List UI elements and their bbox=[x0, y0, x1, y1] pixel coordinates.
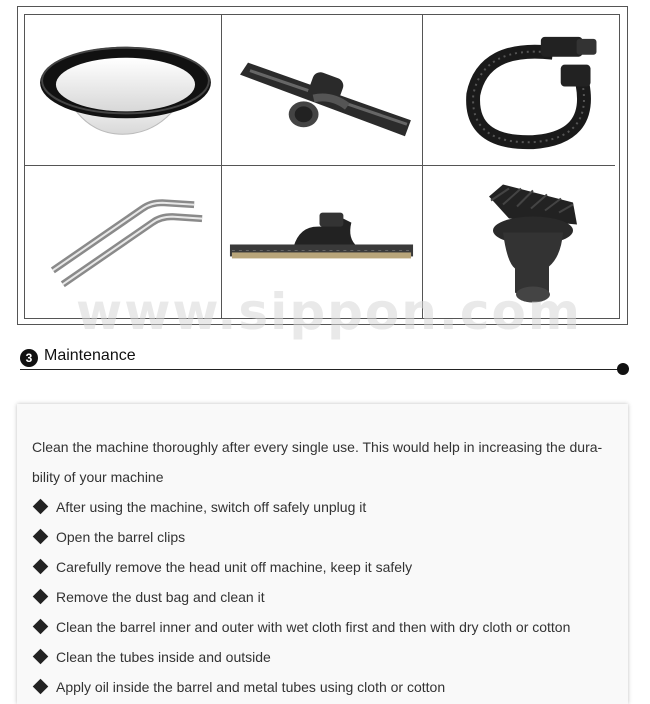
step-text: Carefully remove the head unit off machine, keep it safely bbox=[56, 559, 413, 575]
diamond-bullet-icon bbox=[33, 499, 49, 515]
accessory-grid-frame bbox=[17, 6, 628, 325]
section-rule bbox=[20, 369, 620, 370]
maintenance-steps bbox=[33, 492, 570, 702]
maintenance-step bbox=[33, 672, 570, 702]
accessory-grid bbox=[24, 14, 620, 319]
diamond-bullet-icon bbox=[33, 529, 49, 545]
diamond-bullet-icon bbox=[33, 619, 49, 635]
floor-squeegee-image bbox=[222, 15, 422, 165]
maintenance-step bbox=[33, 612, 570, 642]
cell-metal-tubes bbox=[25, 166, 222, 318]
cell-filter-bag bbox=[25, 15, 222, 166]
filter-bag-image bbox=[25, 15, 221, 165]
step-text: After using the machine, switch off safely unplug it bbox=[56, 499, 367, 515]
diamond-bullet-icon bbox=[33, 679, 49, 695]
diamond-bullet-icon bbox=[33, 559, 49, 575]
step-text: Clean the barrel inner and outer with wet cloth first and then with dry cloth or cotton bbox=[56, 619, 571, 635]
flexible-hose-image bbox=[423, 15, 615, 165]
diamond-bullet-icon bbox=[33, 649, 49, 665]
cell-floor-nozzle bbox=[222, 166, 423, 318]
step-text: Clean the tubes inside and outside bbox=[56, 649, 271, 665]
section-number-badge: 3 bbox=[20, 349, 38, 367]
maintenance-step bbox=[33, 522, 570, 552]
step-text: Open the barrel clips bbox=[56, 529, 186, 545]
dust-brush-image bbox=[423, 166, 615, 318]
maintenance-step bbox=[33, 552, 570, 582]
maintenance-intro: Clean the machine thoroughly after every single use. This would help in increasing the dura-bility of your machine bbox=[32, 439, 603, 485]
section-heading bbox=[20, 345, 632, 375]
maintenance-step bbox=[33, 642, 570, 672]
step-text: Remove the dust bag and clean it bbox=[56, 589, 265, 605]
maintenance-panel bbox=[17, 404, 628, 704]
floor-nozzle-image bbox=[222, 166, 422, 318]
cell-flexible-hose bbox=[423, 15, 615, 166]
watermark-text: www.sippon.com bbox=[76, 283, 582, 341]
cell-dust-brush bbox=[423, 166, 615, 318]
section-title: Maintenance bbox=[44, 347, 136, 364]
metal-tubes-image bbox=[25, 166, 221, 318]
diamond-bullet-icon bbox=[33, 589, 49, 605]
step-text: Apply oil inside the barrel and metal tubes using cloth or cotton bbox=[56, 679, 446, 695]
maintenance-step bbox=[33, 492, 570, 522]
section-rule-end-dot bbox=[617, 363, 629, 375]
maintenance-step bbox=[33, 582, 570, 612]
cell-floor-squeegee bbox=[222, 15, 423, 166]
